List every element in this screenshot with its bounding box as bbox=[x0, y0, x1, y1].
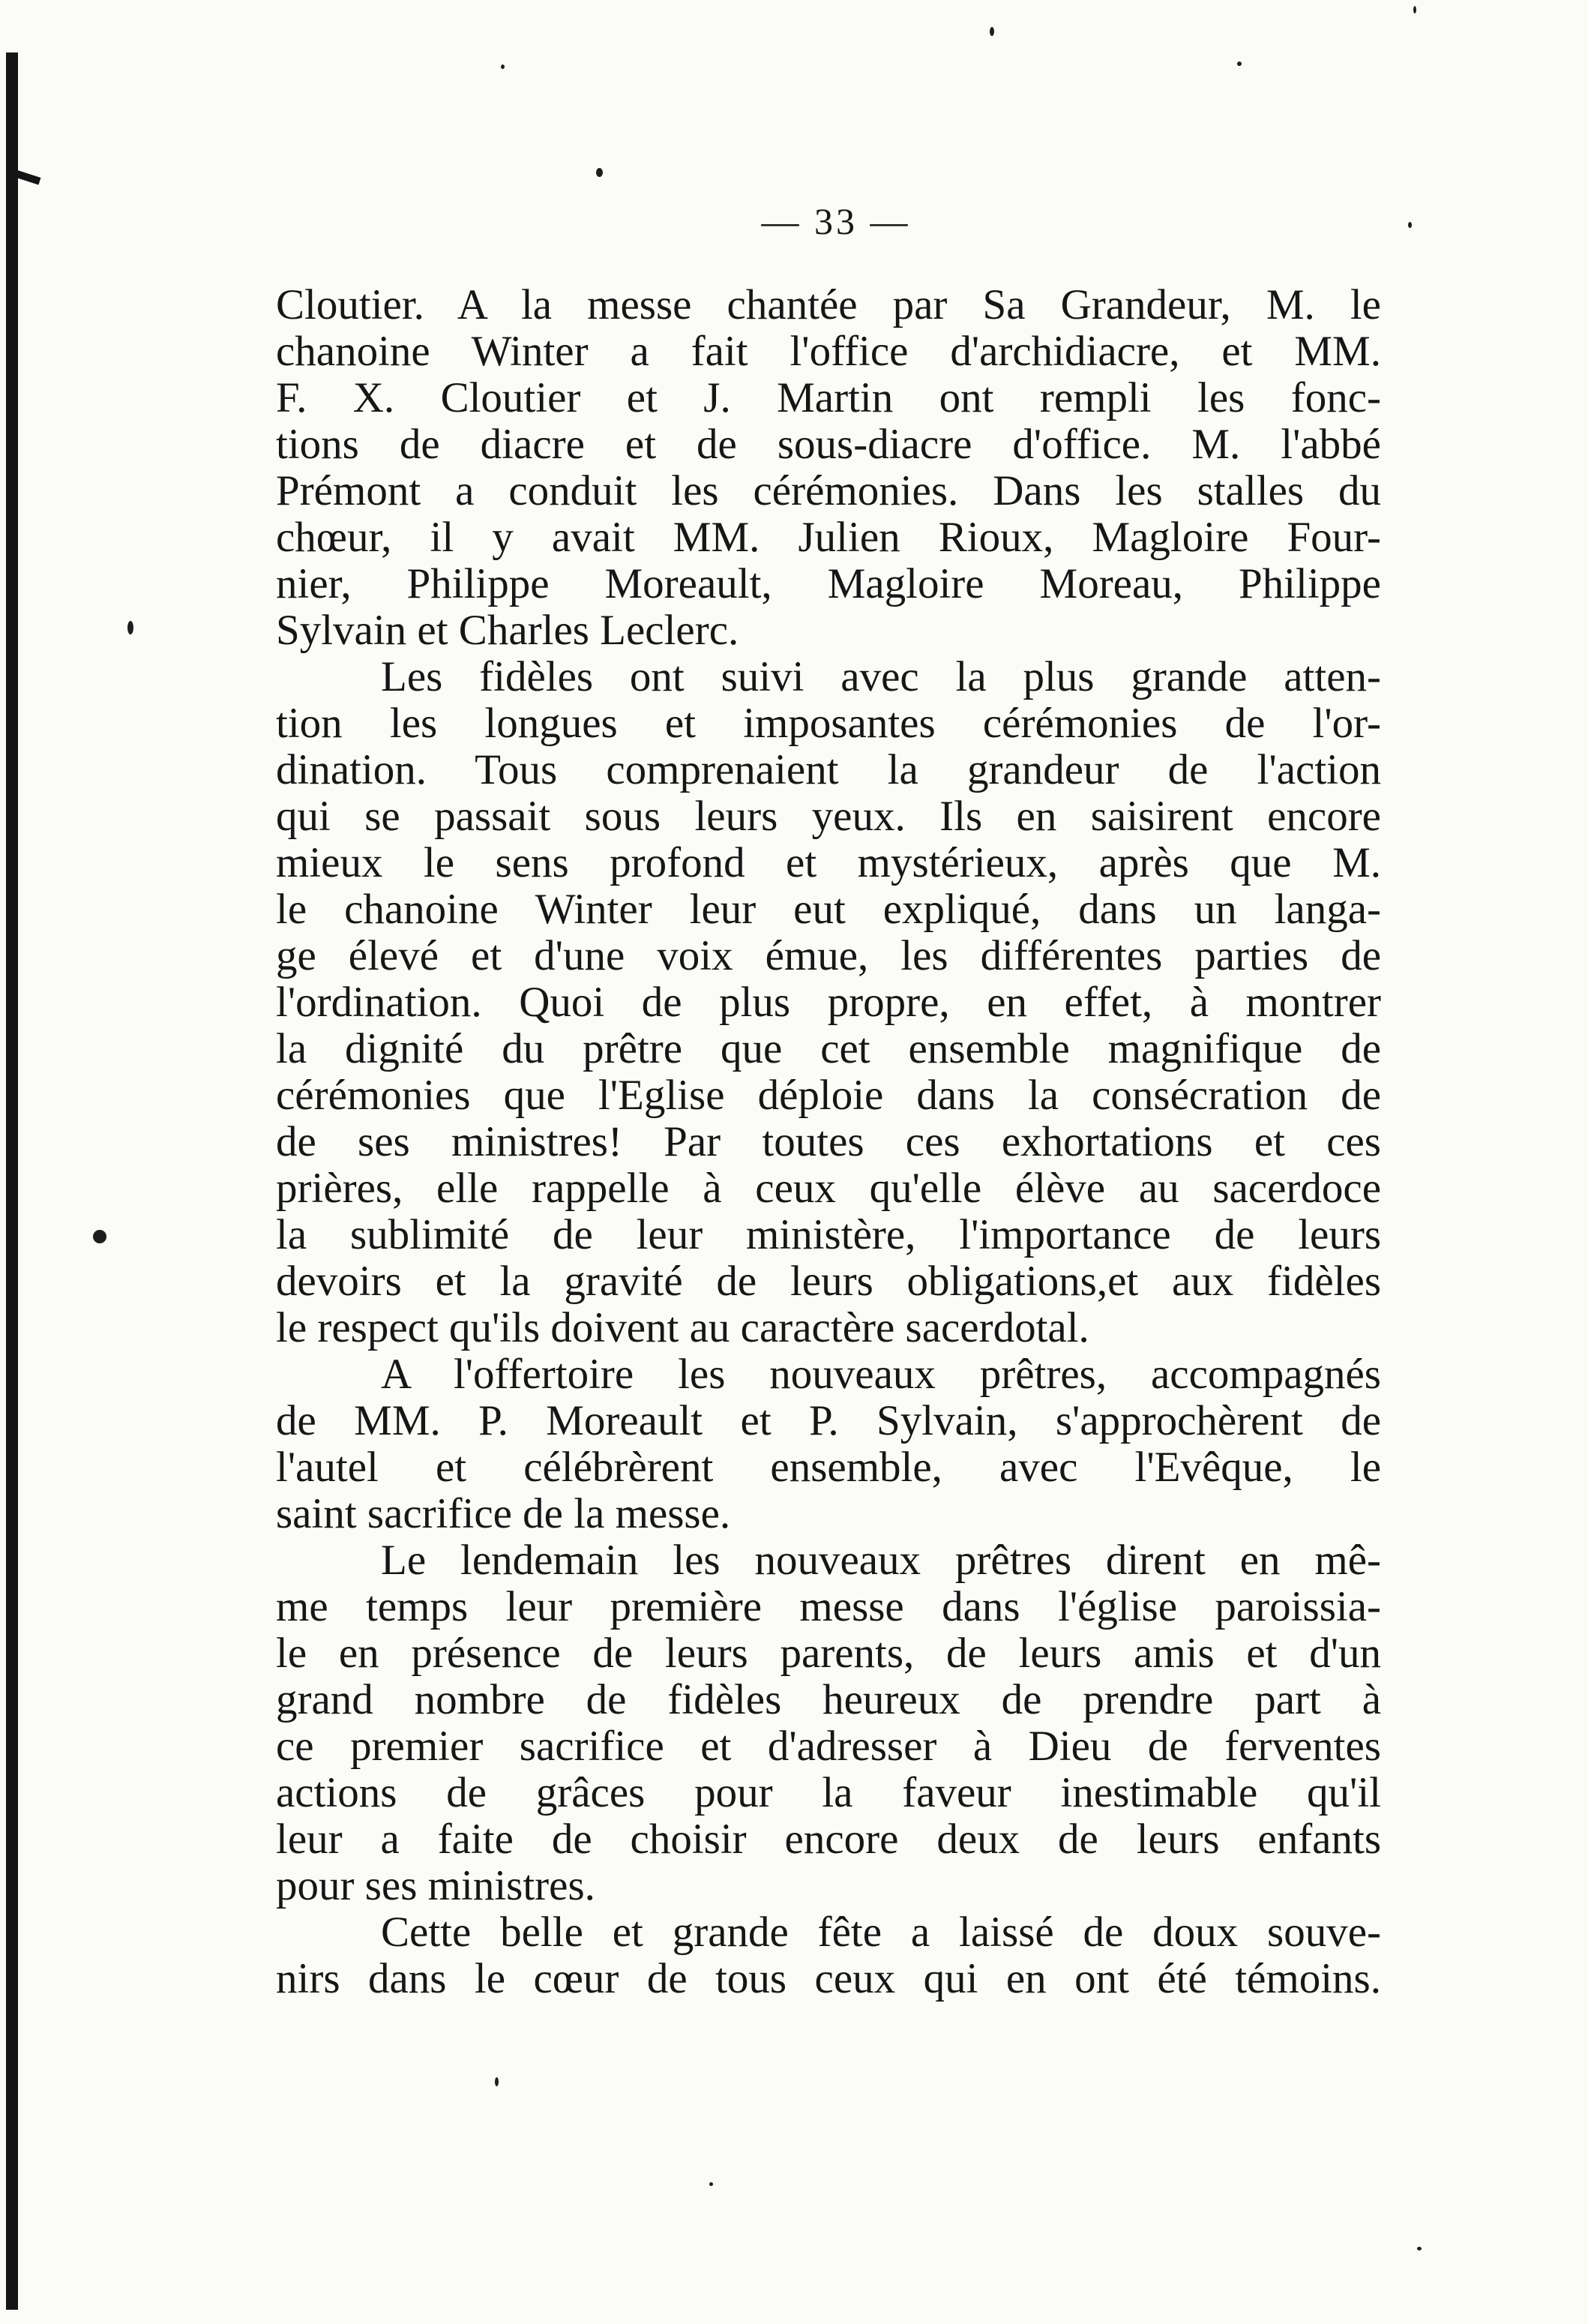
text-line: l'autel et célébrèrent ensemble, avec l'Evêque, le bbox=[276, 1444, 1381, 1491]
text-line: Le lendemain les nouveaux prêtres dirent en mê- bbox=[381, 1537, 1381, 1584]
text-line: de MM. P. Moreault et P. Sylvain, s'approchèrent de bbox=[276, 1397, 1381, 1444]
text-line: le chanoine Winter leur eut expliqué, dans un langa- bbox=[276, 886, 1381, 933]
page-number: — 33 — bbox=[761, 200, 911, 242]
text-line: F. X. Cloutier et J. Martin ont rempli les fonc- bbox=[276, 374, 1381, 421]
ink-speck bbox=[501, 64, 505, 69]
text-line: le respect qu'ils doivent au caractère sacerdotal. bbox=[276, 1304, 1089, 1351]
text-line: saint sacrifice de la messe. bbox=[276, 1490, 731, 1537]
text-line: cérémonies que l'Eglise déploie dans la consécration de bbox=[276, 1072, 1381, 1119]
text-line: ge élevé et d'une voix émue, les différentes parties de bbox=[276, 932, 1381, 979]
text-line: chœur, il y avait MM. Julien Rioux, Magloire Four- bbox=[276, 514, 1381, 561]
ink-speck bbox=[1408, 222, 1412, 228]
text-line: ce premier sacrifice et d'adresser à Dieu de ferventes bbox=[276, 1723, 1381, 1770]
body-text bbox=[276, 282, 1381, 2002]
paragraph-1 bbox=[276, 282, 1381, 654]
text-line: le en présence de leurs parents, de leurs amis et d'un bbox=[276, 1630, 1381, 1677]
text-line: actions de grâces pour la faveur inestimable qu'il bbox=[276, 1769, 1381, 1816]
ink-speck bbox=[93, 1230, 106, 1243]
text-line: de ses ministres! Par toutes ces exhortations et ces bbox=[276, 1118, 1381, 1165]
text-line: la dignité du prêtre que cet ensemble magnifique de bbox=[276, 1025, 1381, 1072]
text-line: dination. Tous comprenaient la grandeur de l'action bbox=[276, 746, 1381, 793]
paragraph-5 bbox=[276, 1909, 1381, 2002]
text-line: leur a faite de choisir encore deux de leurs enfants bbox=[276, 1816, 1381, 1863]
ink-speck bbox=[495, 2077, 499, 2086]
text-line: me temps leur première messe dans l'église paroissia- bbox=[276, 1583, 1381, 1630]
text-line: devoirs et la gravité de leurs obligations,et aux fidèles bbox=[276, 1258, 1381, 1305]
text-line: mieux le sens profond et mystérieux, après que M. bbox=[276, 839, 1381, 886]
text-line: nirs dans le cœur de tous ceux qui en ont été témoins. bbox=[276, 1955, 1381, 2002]
text-line: pour ses ministres. bbox=[276, 1862, 595, 1909]
text-line: grand nombre de fidèles heureux de prendre part à bbox=[276, 1676, 1381, 1723]
ink-speck bbox=[709, 2182, 713, 2186]
paragraph-3 bbox=[276, 1351, 1381, 1537]
ink-speck bbox=[1237, 61, 1242, 66]
text-line: nier, Philippe Moreault, Magloire Moreau, Philippe bbox=[276, 560, 1381, 607]
text-line: Les fidèles ont suivi avec la plus grande atten- bbox=[381, 653, 1381, 700]
text-line: prières, elle rappelle à ceux qu'elle élève au sacerdoce bbox=[276, 1165, 1381, 1212]
paragraph-2 bbox=[276, 654, 1381, 1351]
binding-shadow bbox=[6, 52, 18, 2310]
ink-speck bbox=[1417, 2247, 1422, 2251]
paragraph-4 bbox=[276, 1537, 1381, 1909]
text-line: tions de diacre et de sous-diacre d'office. M. l'abbé bbox=[276, 421, 1381, 468]
ink-speck bbox=[127, 621, 133, 634]
text-line: Sylvain et Charles Leclerc. bbox=[276, 607, 739, 654]
text-line: chanoine Winter a fait l'office d'archidiacre, et MM. bbox=[276, 328, 1381, 375]
text-line: tion les longues et imposantes cérémonies de l'or- bbox=[276, 700, 1381, 747]
ink-speck bbox=[990, 27, 994, 36]
text-line: la sublimité de leur ministère, l'importance de leurs bbox=[276, 1211, 1381, 1258]
text-line: Cloutier. A la messe chantée par Sa Grandeur, M. le bbox=[276, 281, 1381, 328]
text-line: A l'offertoire les nouveaux prêtres, accompagnés bbox=[381, 1351, 1381, 1398]
text-line: Cette belle et grande fête a laissé de doux souve- bbox=[381, 1909, 1381, 1956]
text-line: Prémont a conduit les cérémonies. Dans les stalles du bbox=[276, 467, 1381, 514]
ink-speck bbox=[596, 168, 603, 177]
ink-speck bbox=[1413, 6, 1416, 13]
text-line: l'ordination. Quoi de plus propre, en effet, à montrer bbox=[276, 979, 1381, 1026]
text-line: qui se passait sous leurs yeux. Ils en saisirent encore bbox=[276, 793, 1381, 840]
